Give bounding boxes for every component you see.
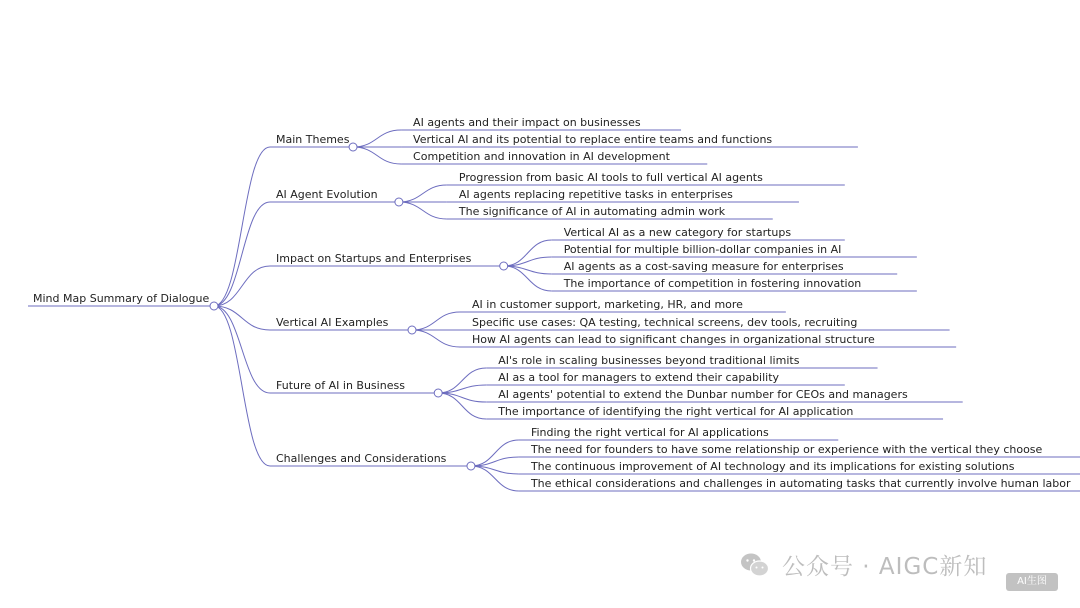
branch-edge: [214, 147, 270, 306]
ai-generated-badge: AI生图: [1006, 573, 1058, 591]
leaf-label: AI agents and their impact on businesses: [413, 116, 641, 129]
leaf-label: AI in customer support, marketing, HR, and more: [472, 298, 743, 311]
branch-node: [500, 262, 508, 270]
leaf-label: Potential for multiple billion-dollar companies in AI: [563, 243, 842, 256]
branch-node: [408, 326, 416, 334]
leaf-label: The importance of identifying the right vertical for AI application: [498, 405, 854, 418]
branch-node: [434, 389, 442, 397]
branch-label: Impact on Startups and Enterprises: [276, 252, 472, 265]
leaf-edge: [412, 330, 460, 347]
branch-node: [467, 462, 475, 470]
leaf-label: Finding the right vertical for AI applications: [530, 426, 769, 439]
leaf-edge: [353, 130, 401, 147]
leaf-label: Vertical AI as a new category for startups: [563, 226, 792, 239]
root-node: [210, 302, 218, 310]
leaf-label: AI's role in scaling businesses beyond traditional limits: [498, 354, 800, 367]
branch-node: [349, 143, 357, 151]
branch-label: Challenges and Considerations: [276, 452, 447, 465]
leaf-edge: [504, 240, 552, 266]
leaf-label: The importance of competition in fostering innovation: [563, 277, 862, 290]
leaf-label: How AI agents can lead to significant changes in organizational structure: [472, 333, 875, 346]
leaf-label: Specific use cases: QA testing, technical screens, dev tools, recruiting: [472, 316, 858, 329]
leaf-label: Competition and innovation in AI development: [413, 150, 670, 163]
root-label: Mind Map Summary of Dialogue: [33, 292, 210, 305]
watermark: [740, 548, 987, 581]
leaf-label: The significance of AI in automating admin work: [458, 205, 726, 218]
wechat-icon: [740, 552, 770, 578]
leaf-label: The continuous improvement of AI technology and its implications for existing solutions: [530, 460, 1015, 473]
leaf-label: The ethical considerations and challenges in automating tasks that currently involve human labor: [530, 477, 1071, 490]
branch-edge: [214, 306, 270, 466]
leaf-edge: [412, 312, 460, 330]
leaf-edge: [471, 440, 519, 466]
leaf-label: Progression from basic AI tools to full vertical AI agents: [458, 171, 763, 184]
leaf-edge: [399, 202, 447, 219]
leaf-label: AI agents' potential to extend the Dunbar number for CEOs and managers: [498, 388, 908, 401]
leaf-label: AI agents replacing repetitive tasks in enterprises: [458, 188, 733, 201]
branch-label: Future of AI in Business: [276, 379, 405, 392]
labels: [33, 116, 1071, 490]
branch-label: Main Themes: [276, 133, 350, 146]
leaf-edge: [353, 147, 401, 164]
branch-edge: [214, 202, 270, 306]
branch-edge: [214, 306, 270, 393]
leaf-label: AI agents as a cost-saving measure for enterprises: [563, 260, 844, 273]
branch-label: Vertical AI Examples: [276, 316, 389, 329]
leaf-label: The need for founders to have some relationship or experience with the vertical they choose: [530, 443, 1043, 456]
leaf-label: AI as a tool for managers to extend their capability: [498, 371, 780, 384]
leaf-edge: [438, 393, 486, 419]
leaf-label: Vertical AI and its potential to replace entire teams and functions: [413, 133, 773, 146]
leaf-edge: [399, 185, 447, 202]
branch-node: [395, 198, 403, 206]
branch-label: AI Agent Evolution: [276, 188, 378, 201]
watermark-text: 公众号 · AIGC新知: [782, 554, 988, 580]
